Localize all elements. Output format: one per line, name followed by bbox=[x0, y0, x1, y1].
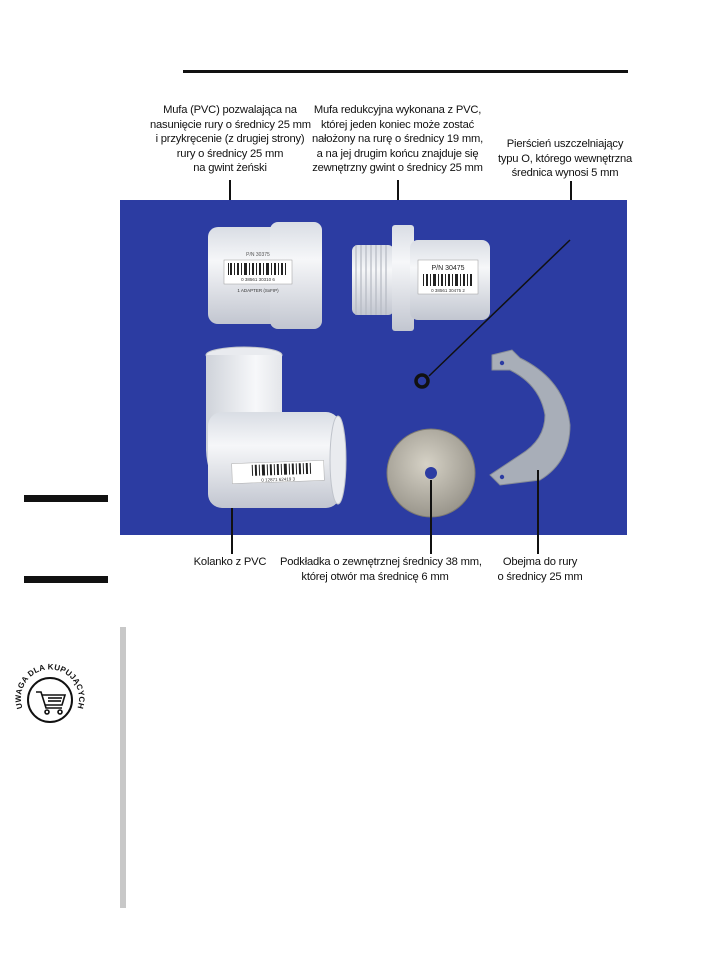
callout-line: zewnętrzny gwint o średnicy 25 mm bbox=[312, 162, 483, 175]
callout-line: Obejma do rury bbox=[502, 556, 578, 568]
top-rule bbox=[183, 70, 628, 73]
barcode-number: 0 38561 30310 6 bbox=[241, 277, 275, 282]
callout-line: i przykręcenie (z drugiej strony) bbox=[155, 133, 305, 146]
callout-female-adapter bbox=[150, 103, 310, 176]
leader-line bbox=[430, 480, 432, 554]
callout-line: rury o średnicy 25 mm bbox=[176, 147, 284, 160]
part-number-label: P/N 30375 bbox=[246, 252, 270, 258]
part-number-label: P/N 30475 bbox=[431, 265, 465, 272]
callout-line: o średnicy 25 mm bbox=[497, 570, 583, 583]
sidebar-bar bbox=[120, 627, 126, 908]
shopping-tip-badge bbox=[12, 660, 88, 736]
callout-line: nałożony na rurę o średnicy 19 mm, bbox=[311, 133, 484, 146]
product-label: 1 ADAPTER (SxFIP) bbox=[237, 288, 279, 293]
side-mark bbox=[24, 495, 108, 502]
callout-washer bbox=[280, 555, 482, 584]
reducer-adapter bbox=[352, 225, 490, 331]
leader-line bbox=[537, 470, 539, 554]
callout-line: Mufa redukcyjna wykonana z PVC, bbox=[313, 104, 482, 116]
callout-o-ring bbox=[490, 137, 640, 181]
pvc-elbow bbox=[206, 347, 346, 508]
callout-elbow bbox=[185, 555, 275, 570]
o-ring bbox=[416, 375, 428, 387]
side-mark bbox=[24, 576, 108, 583]
callout-line: średnica wynosi 5 mm bbox=[511, 167, 619, 180]
callout-line: której jeden koniec może zostać bbox=[321, 118, 474, 131]
badge-label: UWAGA DLA KUPUJĄCYCH bbox=[13, 662, 87, 710]
leader-line bbox=[231, 508, 233, 554]
callout-line: typu O, którego wewnętrzna bbox=[497, 152, 633, 165]
callout-reducer-adapter bbox=[305, 103, 490, 176]
barcode-number: 0 38561 30475 2 bbox=[431, 288, 465, 293]
callout-line: Kolanko z PVC bbox=[193, 556, 267, 568]
female-adapter bbox=[208, 222, 322, 329]
parts-photo bbox=[120, 200, 627, 535]
pipe-strap bbox=[490, 350, 570, 485]
callout-line: Mufa (PVC) pozwalająca na bbox=[163, 104, 297, 116]
callout-line: Podkładka o zewnętrznej średnicy 38 mm, bbox=[280, 556, 482, 568]
callout-line: której otwór ma średnicę 6 mm bbox=[301, 570, 449, 583]
barcode-number: 0 12871 62419 3 bbox=[261, 476, 296, 483]
callout-line: Pierścień uszczelniający bbox=[506, 138, 624, 150]
callout-line: a na jej drugim końcu znajduje się bbox=[316, 147, 479, 160]
callout-line: nasunięcie rury o średnicy 25 mm bbox=[150, 118, 311, 131]
callout-line: na gwint żeński bbox=[193, 162, 267, 175]
callout-pipe-strap bbox=[490, 555, 590, 584]
